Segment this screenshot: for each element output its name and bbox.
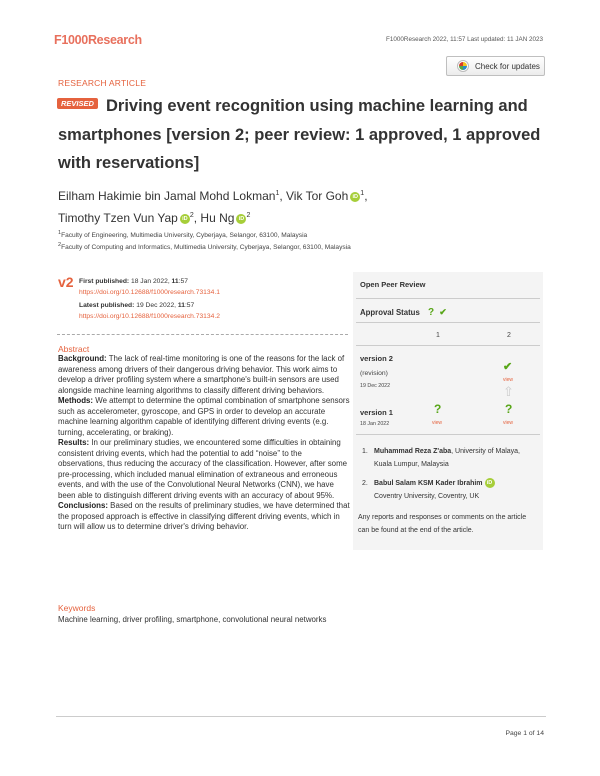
reviewer-name[interactable]: Babul Salam KSM Kader Ibrahim — [374, 480, 483, 487]
abstract-background: The lack of real-time monitoring is one of the reasons for the lack of awareness among drivers of their dangerous driving behavior. This work aims to develop a driver profiling system where a smartphone's built-in sensors are used alongside machine learning algorithms to classify different driving behaviors. — [58, 354, 345, 395]
article-title: Driving event recognition using machine learning and smartphones [version 2; peer review: 1 approved, 1 approved with reservations] — [58, 97, 541, 172]
abstract-conclusions-label: Conclusions: — [58, 501, 108, 510]
reservation-icon: ? — [505, 402, 513, 416]
affiliation-sup: 1 — [58, 230, 62, 236]
abstract-conclusions: Based on the results of preliminary studies, we have determined that the proposed approach is effective in classifying different driving events, which in turn will allow us to determine driver's driving behavior. — [58, 501, 350, 531]
version-1-label[interactable]: version 1 — [360, 408, 393, 417]
author-affiliation-sup: 2 — [189, 212, 194, 219]
reviewer-column-1: 1 — [436, 332, 440, 339]
keywords-heading: Keywords — [58, 603, 96, 613]
logo-research: Research — [87, 33, 142, 47]
reviewer-list — [358, 445, 538, 537]
abstract-heading: Abstract — [58, 344, 90, 354]
abstract-methods-label: Methods: — [58, 396, 94, 405]
latest-published-date: 19 Dec 2022, — [134, 302, 178, 309]
reviewer-number: 2. — [362, 480, 368, 487]
abstract-background-label: Background: — [58, 354, 107, 363]
divider — [356, 434, 540, 435]
abstract-results: In our preliminary studies, we encountered some difficulties in obtaining consistent driving events, which had the potential to add “noise” to the observations, thus reducing the accuracy of the classification. However, after some pre-processing, which included manual elimination of extraneous and erroneous events, and with the use of the Convolutional Neural Networks (CNN), we have been able to distinguish different driving events with an accuracy of about 95%. — [58, 438, 348, 500]
approval-status-label: Approval Status — [360, 308, 420, 317]
first-published — [79, 278, 188, 285]
logo-f1000: F1000 — [54, 33, 88, 47]
check-for-updates-label: Check for updates — [475, 61, 540, 71]
keywords-text: Machine learning, driver profiling, smartphone, convolutional neural networks — [58, 615, 327, 624]
reviewer-item — [362, 477, 538, 503]
orcid-icon[interactable]: iD — [180, 214, 190, 224]
orcid-icon[interactable]: iD — [236, 214, 246, 224]
page-number: Page 1 of 14 — [505, 730, 544, 737]
reports-note: Any reports and responses or comments on the article can be found at the end of the article. — [358, 514, 527, 534]
approved-icon: ✔ — [503, 361, 513, 373]
author-name[interactable]: , Vik Tor Goh — [279, 189, 349, 203]
header-meta: F1000Research 2022, 11:57 Last updated: 11 JAN 2023 — [386, 36, 543, 43]
orcid-icon[interactable]: iD — [485, 478, 495, 488]
reviewer-affiliation: , University of Malaya, Kuala Lumpur, Malaysia — [374, 448, 520, 468]
reviewer-affiliation: Coventry University, Coventry, UK — [374, 493, 480, 500]
approval-status — [360, 307, 447, 318]
f1000research-logo[interactable] — [54, 33, 142, 47]
latest-doi-link[interactable]: https://doi.org/10.12688/f1000research.73134.2 — [79, 313, 220, 320]
author-separator: , — [364, 189, 368, 203]
abstract-body — [58, 354, 350, 533]
author-affiliation-sup: 1 — [360, 190, 365, 197]
version-2-sub: (revision) — [360, 370, 388, 377]
affiliation-text: Faculty of Computing and Informatics, Multimedia University, Cyberjaya, Selangor, 63100, Malaysia — [61, 244, 351, 252]
reviewer-name[interactable]: Muhammad Reza Z'aba — [374, 448, 452, 455]
reviewer-item — [362, 445, 538, 471]
approved-icon: ✔ — [439, 307, 447, 317]
divider — [57, 334, 348, 335]
author-affiliation-sup: 2 — [246, 212, 251, 219]
version-2-label[interactable]: version 2 — [360, 354, 393, 363]
latest-published — [79, 302, 194, 309]
divider — [356, 345, 540, 346]
affiliation — [58, 242, 351, 251]
orcid-icon[interactable]: iD — [350, 192, 360, 202]
view-report-link[interactable]: view — [432, 420, 443, 426]
author-name[interactable]: , Hu Ng — [193, 211, 235, 225]
reservation-icon: ? — [427, 307, 435, 318]
author-name[interactable]: Eilham Hakimie bin Jamal Mohd Lokman — [58, 189, 276, 203]
footer-divider — [56, 716, 546, 717]
affiliation — [58, 230, 307, 239]
first-published-page: :57 — [178, 278, 188, 285]
view-report-link[interactable]: view — [503, 377, 514, 383]
view-report-link[interactable]: view — [503, 420, 514, 426]
open-peer-review-title: Open Peer Review — [360, 280, 426, 289]
author-affiliation-sup: 1 — [275, 190, 280, 197]
version-1-date: 18 Jan 2022 — [360, 421, 390, 427]
crossmark-icon — [457, 60, 469, 72]
first-published-label: First published: — [79, 278, 130, 285]
abstract-results-label: Results: — [58, 438, 90, 447]
version-2-date: 19 Dec 2022 — [360, 383, 391, 389]
reservation-icon: ? — [434, 402, 442, 416]
latest-published-volume: 11 — [177, 302, 185, 309]
affiliation-sup: 2 — [58, 242, 62, 248]
author-name[interactable]: Timothy Tzen Vun Yap — [58, 211, 178, 225]
reviewer-number: 1. — [362, 448, 368, 455]
check-for-updates-button[interactable] — [446, 56, 545, 76]
version-label: v2 — [58, 274, 74, 290]
divider — [356, 298, 540, 299]
first-published-volume: 11 — [171, 278, 179, 285]
latest-published-label: Latest published: — [79, 302, 135, 309]
affiliation-text: Faculty of Engineering, Multimedia University, Cyberjaya, Selangor, 63100, Malaysia — [61, 232, 308, 240]
latest-published-page: :57 — [184, 302, 195, 309]
reviewer-column-2: 2 — [507, 332, 511, 339]
article-type: RESEARCH ARTICLE — [58, 78, 147, 88]
abstract-methods: We attempt to determine the optimal combination of smartphone sensors such as accelerometer, gyroscope, and GPS in order to develop an accurate machine learning algorithm capable of identifying different driving events (e.g. turning, accelerating, or braking). — [58, 396, 350, 437]
author-list — [58, 184, 538, 228]
first-doi-link[interactable]: https://doi.org/10.12688/f1000research.73134.1 — [79, 289, 220, 296]
arrow-up-icon: ⇧ — [503, 384, 514, 399]
first-published-date: 18 Jan 2022, — [129, 278, 172, 285]
divider — [356, 322, 540, 323]
revised-badge: REVISED — [57, 98, 98, 109]
